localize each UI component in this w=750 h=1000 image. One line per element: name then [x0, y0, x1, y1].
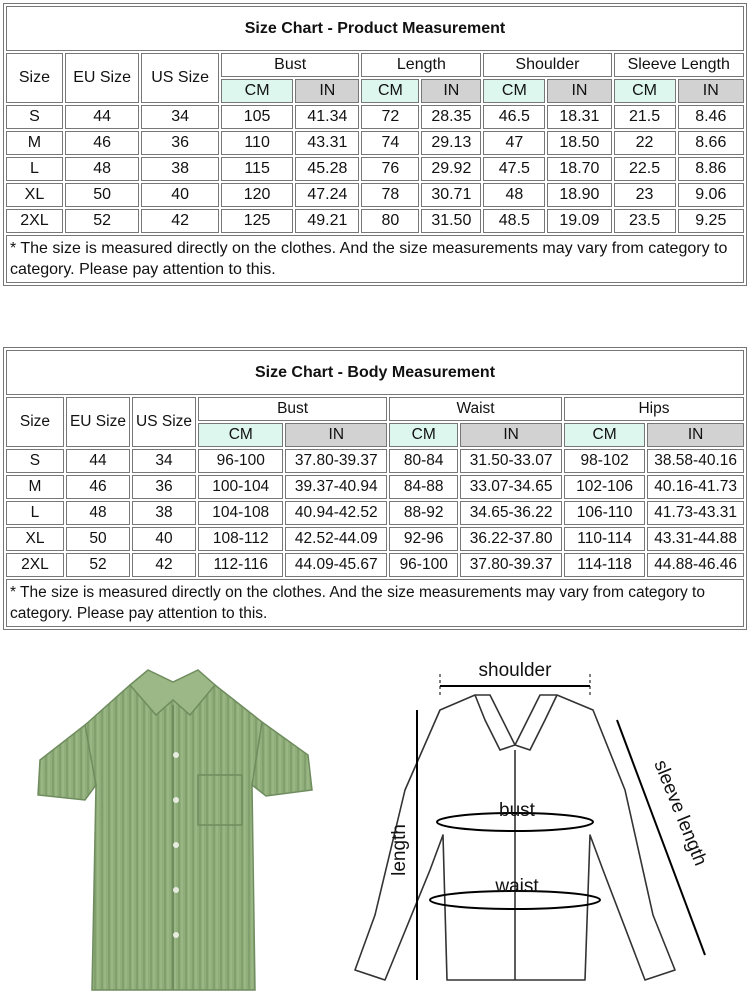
value-cell: 52	[65, 209, 139, 233]
body-table-body	[6, 449, 744, 577]
value-cell: 120	[221, 183, 293, 207]
value-cell: 9.25	[678, 209, 744, 233]
table-row	[6, 183, 744, 207]
header-us-size: US Size	[141, 53, 219, 103]
label-waist: waist	[495, 876, 539, 897]
value-cell: 40.16-41.73	[647, 475, 744, 499]
header-cm: CM	[483, 79, 545, 103]
size-label-cell: M	[6, 475, 64, 499]
measurement-diagram	[335, 650, 745, 995]
value-cell: 42	[132, 553, 196, 577]
table-row	[6, 105, 744, 129]
header-hips: Hips	[564, 397, 744, 421]
header-shoulder: Shoulder	[483, 53, 611, 77]
value-cell: 125	[221, 209, 293, 233]
value-cell: 36	[141, 131, 219, 155]
value-cell: 31.50	[421, 209, 481, 233]
header-in: IN	[285, 423, 387, 447]
value-cell: 33.07-34.65	[460, 475, 562, 499]
value-cell: 44.88-46.46	[647, 553, 744, 577]
header-bust: Bust	[198, 397, 387, 421]
value-cell: 44	[66, 449, 130, 473]
product-table-body	[6, 105, 744, 233]
header-us-size: US Size	[132, 397, 196, 447]
value-cell: 46.5	[483, 105, 545, 129]
table-row	[6, 553, 744, 577]
value-cell: 41.73-43.31	[647, 501, 744, 525]
value-cell: 46	[65, 131, 139, 155]
value-cell: 100-104	[198, 475, 283, 499]
value-cell: 96-100	[389, 553, 458, 577]
value-cell: 47	[483, 131, 545, 155]
header-sleeve-length: Sleeve Length	[614, 53, 745, 77]
value-cell: 110-114	[564, 527, 645, 551]
value-cell: 23.5	[614, 209, 676, 233]
size-label-cell: S	[6, 105, 63, 129]
header-cm: CM	[389, 423, 458, 447]
value-cell: 72	[361, 105, 419, 129]
value-cell: 38.58-40.16	[647, 449, 744, 473]
header-waist: Waist	[389, 397, 562, 421]
collar-outline	[475, 695, 557, 750]
header-cm: CM	[614, 79, 676, 103]
value-cell: 19.09	[547, 209, 611, 233]
value-cell: 34	[132, 449, 196, 473]
value-cell: 44.09-45.67	[285, 553, 387, 577]
value-cell: 76	[361, 157, 419, 181]
value-cell: 48	[65, 157, 139, 181]
value-cell: 49.21	[295, 209, 359, 233]
label-sleeve-length: sleeve length	[649, 757, 711, 869]
size-label-cell: L	[6, 501, 64, 525]
header-size: Size	[6, 397, 64, 447]
value-cell: 106-110	[564, 501, 645, 525]
value-cell: 8.66	[678, 131, 744, 155]
value-cell: 30.71	[421, 183, 481, 207]
value-cell: 50	[65, 183, 139, 207]
value-cell: 110	[221, 131, 293, 155]
size-label-cell: L	[6, 157, 63, 181]
value-cell: 36	[132, 475, 196, 499]
value-cell: 21.5	[614, 105, 676, 129]
value-cell: 80	[361, 209, 419, 233]
header-in: IN	[295, 79, 359, 103]
value-cell: 38	[132, 501, 196, 525]
value-cell: 43.31	[295, 131, 359, 155]
value-cell: 18.90	[547, 183, 611, 207]
value-cell: 46	[66, 475, 130, 499]
value-cell: 23	[614, 183, 676, 207]
value-cell: 8.86	[678, 157, 744, 181]
product-table-note: * The size is measured directly on the clothes. And the size measurements may vary from category to category. Please pay attention to this.	[6, 235, 744, 283]
value-cell: 52	[66, 553, 130, 577]
value-cell: 39.37-40.94	[285, 475, 387, 499]
value-cell: 80-84	[389, 449, 458, 473]
value-cell: 18.70	[547, 157, 611, 181]
table-row	[6, 131, 744, 155]
header-length: Length	[361, 53, 481, 77]
size-label-cell: XL	[6, 183, 63, 207]
table-row	[6, 501, 744, 525]
header-size: Size	[6, 53, 63, 103]
value-cell: 28.35	[421, 105, 481, 129]
value-cell: 34	[141, 105, 219, 129]
value-cell: 36.22-37.80	[460, 527, 562, 551]
body-table-title: Size Chart - Body Measurement	[6, 350, 744, 395]
header-cm: CM	[198, 423, 283, 447]
value-cell: 88-92	[389, 501, 458, 525]
header-cm: CM	[221, 79, 293, 103]
value-cell: 31.50-33.07	[460, 449, 562, 473]
value-cell: 22.5	[614, 157, 676, 181]
value-cell: 108-112	[198, 527, 283, 551]
value-cell: 40	[141, 183, 219, 207]
header-eu-size: EU Size	[65, 53, 139, 103]
value-cell: 44	[65, 105, 139, 129]
value-cell: 40	[132, 527, 196, 551]
value-cell: 37.80-39.37	[460, 553, 562, 577]
value-cell: 9.06	[678, 183, 744, 207]
value-cell: 38	[141, 157, 219, 181]
value-cell: 37.80-39.37	[285, 449, 387, 473]
value-cell: 102-106	[564, 475, 645, 499]
value-cell: 115	[221, 157, 293, 181]
value-cell: 29.13	[421, 131, 481, 155]
value-cell: 105	[221, 105, 293, 129]
product-table-title: Size Chart - Product Measurement	[6, 6, 744, 51]
value-cell: 45.28	[295, 157, 359, 181]
value-cell: 8.46	[678, 105, 744, 129]
value-cell: 96-100	[198, 449, 283, 473]
table-row	[6, 157, 744, 181]
label-shoulder: shoulder	[478, 660, 552, 681]
table-row	[6, 209, 744, 233]
value-cell: 112-116	[198, 553, 283, 577]
value-cell: 48	[483, 183, 545, 207]
value-cell: 98-102	[564, 449, 645, 473]
header-in: IN	[460, 423, 562, 447]
table-row	[6, 475, 744, 499]
value-cell: 41.34	[295, 105, 359, 129]
header-eu-size: EU Size	[66, 397, 130, 447]
header-cm: CM	[564, 423, 645, 447]
value-cell: 48	[66, 501, 130, 525]
body-table-note: * The size is measured directly on the clothes. And the size measurements may vary from category to category. Please pay attention to this.	[6, 579, 744, 627]
value-cell: 114-118	[564, 553, 645, 577]
value-cell: 43.31-44.88	[647, 527, 744, 551]
value-cell: 22	[614, 131, 676, 155]
size-label-cell: M	[6, 131, 63, 155]
value-cell: 34.65-36.22	[460, 501, 562, 525]
value-cell: 18.31	[547, 105, 611, 129]
size-label-cell: 2XL	[6, 209, 63, 233]
value-cell: 92-96	[389, 527, 458, 551]
value-cell: 78	[361, 183, 419, 207]
value-cell: 47.24	[295, 183, 359, 207]
table-row	[6, 527, 744, 551]
value-cell: 50	[66, 527, 130, 551]
header-in: IN	[547, 79, 611, 103]
label-bust: bust	[499, 800, 535, 821]
header-bust: Bust	[221, 53, 360, 77]
header-in: IN	[678, 79, 744, 103]
value-cell: 84-88	[389, 475, 458, 499]
value-cell: 40.94-42.52	[285, 501, 387, 525]
body-size-table	[3, 347, 747, 630]
green-shirt-image	[30, 660, 320, 995]
size-label-cell: S	[6, 449, 64, 473]
value-cell: 74	[361, 131, 419, 155]
size-label-cell: XL	[6, 527, 64, 551]
value-cell: 104-108	[198, 501, 283, 525]
header-in: IN	[421, 79, 481, 103]
value-cell: 42.52-44.09	[285, 527, 387, 551]
value-cell: 48.5	[483, 209, 545, 233]
value-cell: 29.92	[421, 157, 481, 181]
value-cell: 42	[141, 209, 219, 233]
value-cell: 47.5	[483, 157, 545, 181]
table-row	[6, 449, 744, 473]
value-cell: 18.50	[547, 131, 611, 155]
product-size-table	[3, 3, 747, 286]
label-length: length	[389, 824, 410, 876]
header-cm: CM	[361, 79, 419, 103]
size-label-cell: 2XL	[6, 553, 64, 577]
header-in: IN	[647, 423, 744, 447]
